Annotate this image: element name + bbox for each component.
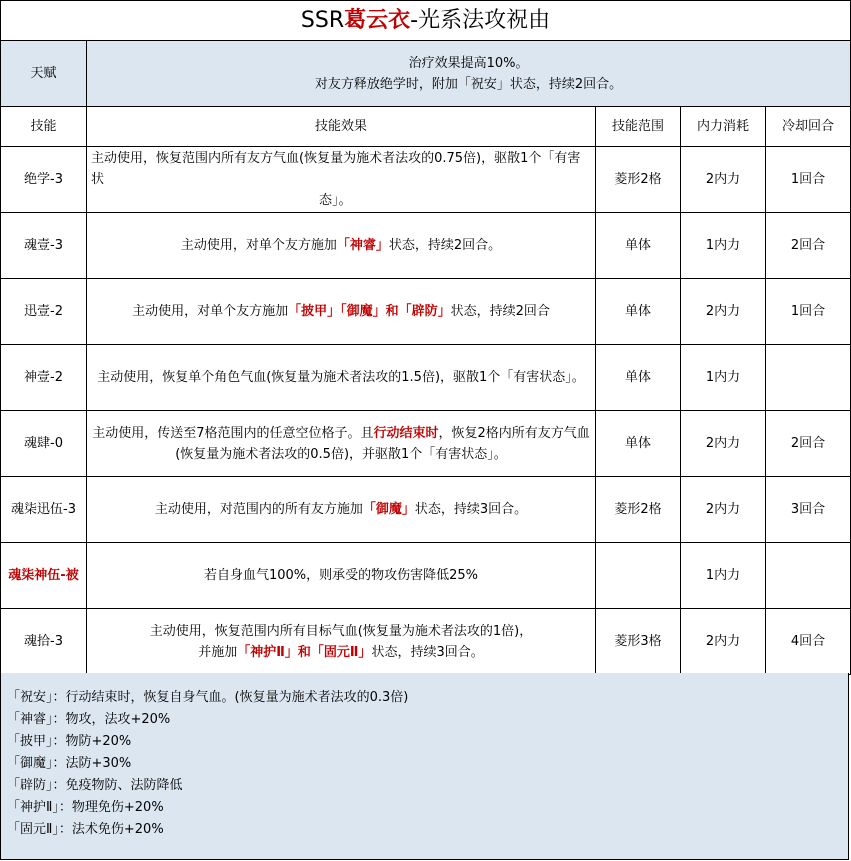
effect-text: 状态，持续3回合。 [414,502,528,517]
skill-effect [87,213,596,279]
skill-row [1,543,851,609]
skill-row [1,609,851,675]
skill-cooldown: 2回合 [766,213,851,279]
effect-line: (恢复量为施术者法攻的0.5倍)，并驱散1个「有害状态」。 [175,446,507,462]
effect-line [91,423,591,444]
header-cost: 内力消耗 [681,107,766,147]
skill-row [1,279,851,345]
status-highlight: 「神睿」 [336,238,389,253]
effect-text: 状态，持续3回合。 [371,644,484,660]
skill-cost: 1内力 [681,213,766,279]
skill-range: 单体 [596,279,681,345]
skill-cooldown [766,345,851,411]
header-range: 技能范围 [596,107,681,147]
skill-name: 魂柒神伍-被 [1,543,87,609]
skill-cost: 2内力 [681,609,766,675]
skill-cost: 2内力 [681,477,766,543]
skill-effect [87,477,596,543]
skill-cooldown: 2回合 [766,411,851,477]
skill-cost: 2内力 [681,279,766,345]
status-highlight: 「御魔」 [362,502,415,517]
skill-row [1,213,851,279]
effect-line: 态」。 [319,193,352,208]
skill-name: 绝学-3 [1,147,87,213]
skill-name: 魂肆-0 [1,411,87,477]
skill-effect: 主动使用，恢复单个角色气血(恢复量为施术者法攻的1.5倍)，驱散1个「有害状态」。 [87,345,596,411]
skill-effect [87,279,596,345]
status-highlight: 行动结束时 [373,425,439,441]
skill-row [1,411,851,477]
skill-name: 迅壹-2 [1,279,87,345]
skill-range [596,543,681,609]
status-note: 「神护Ⅱ」：物理免伤+20% [7,800,164,815]
talent-line-2: 对友方释放绝学时，附加「祝安」状态，持续2回合。 [314,76,623,92]
header-effect: 技能效果 [87,107,596,147]
skill-name: 魂壹-3 [1,213,87,279]
talent-line-1: 治疗效果提高10%。 [408,55,529,71]
status-note: 「神睿」：物攻，法攻+20% [7,712,171,727]
status-notes [0,673,849,860]
skill-range: 菱形2格 [596,477,681,543]
effect-line: 主动使用，恢复范围内所有目标气血(恢复量为施术者法攻的1倍)， [149,623,533,639]
skill-name: 魂柒迅伍-3 [1,477,87,543]
skill-range: 单体 [596,345,681,411]
skill-row [1,147,851,213]
skill-range: 单体 [596,213,681,279]
effect-text: 主动使用，传送至7格范围内的任意空位格子。且 [92,425,374,441]
talent-row [1,41,851,107]
header-skill: 技能 [1,107,87,147]
skill-effect [87,609,596,675]
effect-text: 主动使用，对单个友方施加 [132,304,289,319]
status-note: 「固元Ⅱ」：法术免伤+20% [7,822,164,837]
skill-cooldown: 1回合 [766,147,851,213]
skill-cooldown [766,543,851,609]
effect-line: 主动使用，恢复范围内所有友方气血(恢复量为施术者法攻的0.75倍)，驱散1个「有害状 [91,151,581,187]
skill-name: 魂拾-3 [1,609,87,675]
status-highlight: 「神护Ⅱ」和「固元Ⅱ」 [237,644,372,660]
skill-range: 单体 [596,411,681,477]
status-note: 「辟防」：免疫物防、法防降低 [7,778,183,793]
skill-cost: 1内力 [681,543,766,609]
skill-name: 神壹-2 [1,345,87,411]
title-prefix: SSR [300,8,345,33]
effect-text: 主动使用，对单个友方施加 [180,238,337,253]
page-title [0,0,851,41]
talent-text [87,41,851,107]
status-note: 「御魔」：法防+30% [7,756,132,771]
skill-cooldown: 4回合 [766,609,851,675]
status-note: 「披甲」：物防+20% [7,734,132,749]
header-cooldown: 冷却回合 [766,107,851,147]
status-note: 「祝安」：行动结束时，恢复自身气血。(恢复量为施术者法攻的0.3倍) [7,690,409,705]
skill-effect: 若自身血气100%，则承受的物攻伤害降低25% [87,543,596,609]
skill-effect [87,411,596,477]
title-suffix: -光系法攻祝由 [410,8,551,33]
skill-row [1,477,851,543]
skill-cost: 2内力 [681,411,766,477]
skill-table [0,40,851,675]
effect-text: 主动使用，对范围内的所有友方施加 [154,502,363,517]
header-row [1,107,851,147]
skill-cost: 2内力 [681,147,766,213]
talent-label: 天赋 [1,41,87,107]
skill-range: 菱形2格 [596,147,681,213]
effect-text: 并施加 [198,644,238,660]
effect-text: 状态，持续2回合 [450,304,550,319]
skill-cooldown: 3回合 [766,477,851,543]
skill-effect [87,147,596,213]
effect-text: ，恢复2格内所有友方气血 [438,425,590,441]
skill-range: 菱形3格 [596,609,681,675]
skill-row [1,345,851,411]
skill-cost: 1内力 [681,345,766,411]
effect-line [91,642,591,663]
status-highlight: 「披甲」「御魔」和「辟防」 [288,304,451,319]
skill-cooldown: 1回合 [766,279,851,345]
character-name: 葛云衣 [344,8,411,33]
effect-text: 状态，持续2回合。 [388,238,502,253]
